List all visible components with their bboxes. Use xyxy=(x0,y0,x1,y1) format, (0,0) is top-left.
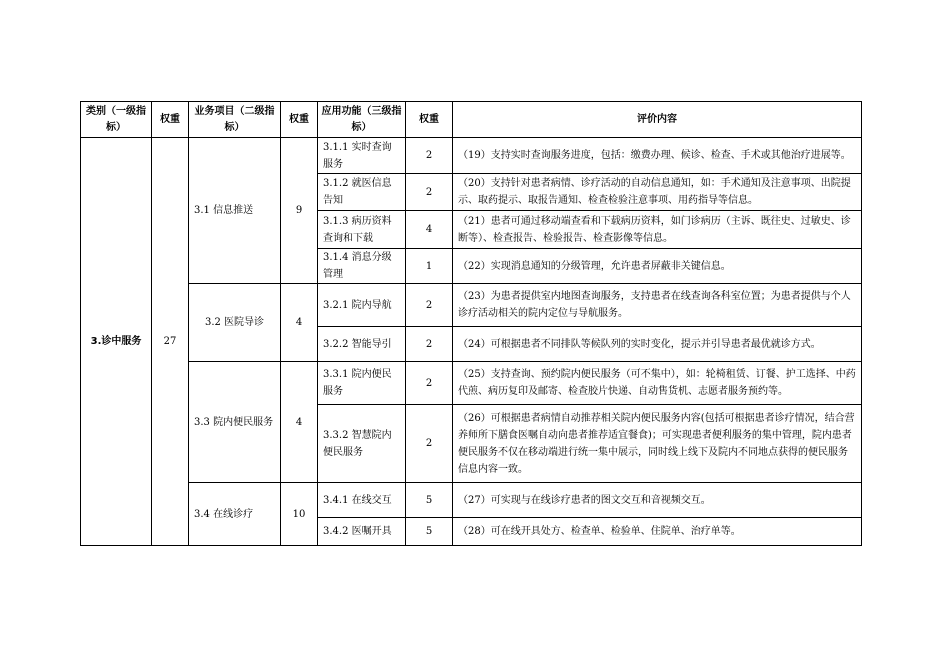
header-category: 类别（一级指标） xyxy=(81,102,152,138)
category-cell: 3.诊中服务 xyxy=(81,138,152,546)
function-weight-cell: 5 xyxy=(406,483,453,518)
group-cell: 3.2 医院导诊 xyxy=(189,284,281,362)
function-cell: 3.1.1 实时查询服务 xyxy=(318,138,406,174)
function-weight-cell: 2 xyxy=(406,405,453,483)
evaluation-cell: （27）可实现与在线诊疗患者的图文交互和音视频交互。 xyxy=(453,483,862,518)
evaluation-cell: （24）可根据患者不同排队等候队列的实时变化，提示并引导患者最优就诊方式。 xyxy=(453,327,862,362)
evaluation-cell: （19）支持实时查询服务进度，包括：缴费办理、候诊、检查、手术或其他治疗进展等。 xyxy=(453,138,862,174)
group-weight-cell: 10 xyxy=(281,483,318,546)
function-cell: 3.2.2 智能导引 xyxy=(318,327,406,362)
evaluation-cell: （26）可根据患者病情自动推荐相关院内便民服务内容(包括可根据患者诊疗情况，结合营养师所下膳食医嘱自动向患者推荐适宜餐食)；可实现患者便利服务的集中管理，院内患者便民服务不仅在移动端进行统一集中展示，同时线上线下及院内不同地点获得的便民服务信息内容一致。 xyxy=(453,405,862,483)
function-weight-cell: 2 xyxy=(406,327,453,362)
function-cell: 3.2.1 院内导航 xyxy=(318,284,406,327)
evaluation-cell: （25）支持查询、预约院内便民服务（可不集中），如：轮椅租赁、订餐、护工选择、中药代煎、病历复印及邮寄、检查胶片快递、自动售货机、志愿者服务预约等。 xyxy=(453,362,862,405)
function-cell: 3.1.2 就医信息告知 xyxy=(318,174,406,211)
category-weight-cell: 27 xyxy=(152,138,189,546)
header-row xyxy=(81,102,862,138)
group-weight-cell: 4 xyxy=(281,362,318,483)
function-weight-cell: 2 xyxy=(406,362,453,405)
evaluation-cell: （28）可在线开具处方、检查单、检验单、住院单、治疗单等。 xyxy=(453,518,862,546)
function-weight-cell: 2 xyxy=(406,174,453,211)
header-evaluation: 评价内容 xyxy=(453,102,862,138)
group-weight-cell: 9 xyxy=(281,138,318,284)
evaluation-cell: （23）为患者提供室内地图查询服务，支持患者在线查询各科室位置；为患者提供与个人诊疗活动相关的院内定位与导航服务。 xyxy=(453,284,862,327)
evaluation-cell: （22）实现消息通知的分级管理，允许患者屏蔽非关键信息。 xyxy=(453,249,862,284)
function-cell: 3.3.2 智慧院内便民服务 xyxy=(318,405,406,483)
function-cell: 3.4.1 在线交互 xyxy=(318,483,406,518)
function-weight-cell: 4 xyxy=(406,211,453,249)
function-weight-cell: 5 xyxy=(406,518,453,546)
group-cell: 3.3 院内便民服务 xyxy=(189,362,281,483)
evaluation-table xyxy=(80,101,862,546)
header-weight-2: 权重 xyxy=(281,102,318,138)
function-weight-cell: 1 xyxy=(406,249,453,284)
function-weight-cell: 2 xyxy=(406,138,453,174)
group-weight-cell: 4 xyxy=(281,284,318,362)
table-row xyxy=(81,362,862,405)
function-weight-cell: 2 xyxy=(406,284,453,327)
header-weight-3: 权重 xyxy=(406,102,453,138)
evaluation-cell: （20）支持针对患者病情、诊疗活动的自动信息通知，如：手术通知及注意事项、出院提示、取药提示、取报告通知、检查检验注意事项、用药指导等信息。 xyxy=(453,174,862,211)
header-weight-1: 权重 xyxy=(152,102,189,138)
header-function: 应用功能（三级指标） xyxy=(318,102,406,138)
header-item: 业务项目（二级指标） xyxy=(189,102,281,138)
table-row xyxy=(81,138,862,174)
group-cell: 3.1 信息推送 xyxy=(189,138,281,284)
function-cell: 3.1.3 病历资料查询和下载 xyxy=(318,211,406,249)
table-row xyxy=(81,483,862,518)
function-cell: 3.4.2 医嘱开具 xyxy=(318,518,406,546)
function-cell: 3.1.4 消息分级管理 xyxy=(318,249,406,284)
table-row xyxy=(81,284,862,327)
evaluation-cell: （21）患者可通过移动端查看和下载病历资料，如门诊病历（主诉、既往史、过敏史、诊断等）、检查报告、检验报告、检查影像等信息。 xyxy=(453,211,862,249)
function-cell: 3.3.1 院内便民服务 xyxy=(318,362,406,405)
group-cell: 3.4 在线诊疗 xyxy=(189,483,281,546)
